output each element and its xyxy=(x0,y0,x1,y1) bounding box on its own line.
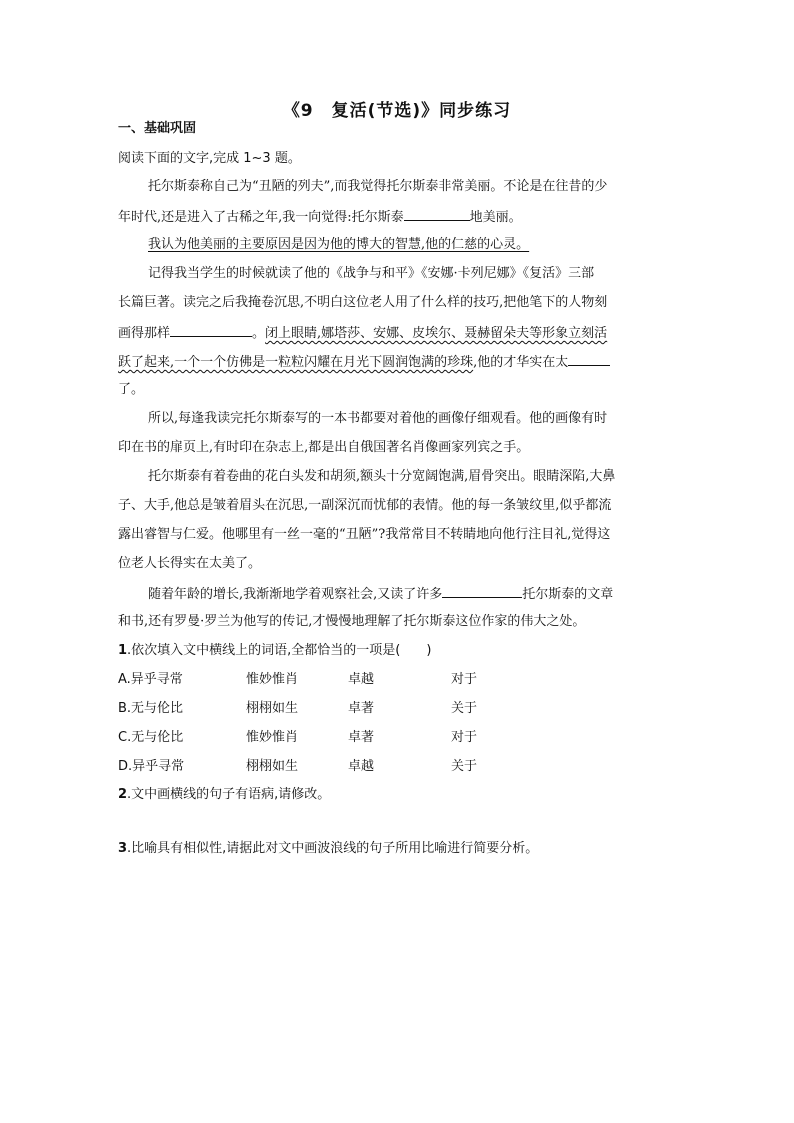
option-word: 卓越 xyxy=(348,672,375,687)
option-word: 卓著 xyxy=(348,701,375,716)
passage-p4-line2: 印在书的扉页上,有时印在杂志上,都是出自俄国著名肖像画家列宾之手。 xyxy=(118,440,530,455)
passage-p5-line2: 子、大手,他总是皱着眉头在沉思,一副深沉而忧郁的表情。他的每一条皱纹里,似乎都流 xyxy=(118,498,612,513)
passage-p3-line1: 记得我当学生的时候就读了他的《战争与和平》《安娜·卡列尼娜》《复活》三部 xyxy=(148,266,595,281)
reading-instruction: 阅读下面的文字,完成 1~3 题。 xyxy=(118,151,301,166)
question-2 xyxy=(118,786,330,804)
passage-p3-line4 xyxy=(118,352,610,372)
passage-p3-line5: 了。 xyxy=(118,382,145,397)
option-word: 对于 xyxy=(451,730,478,745)
section-heading: 一、基础巩固 xyxy=(118,121,197,136)
passage-text: 随着年龄的增长,我渐渐地学着观察社会,又读了许多 xyxy=(148,587,443,602)
option-word: 关于 xyxy=(451,759,478,774)
passage-text: 年时代,还是进入了古稀之年,我一向觉得:托尔斯泰 xyxy=(118,210,404,225)
option-word: 栩栩如生 xyxy=(246,759,299,774)
fill-blank-3[interactable] xyxy=(568,352,610,366)
passage-text: 画得那样 xyxy=(118,326,171,341)
option-word: A.异乎寻常 xyxy=(118,672,183,687)
passage-text: 地美丽。 xyxy=(469,210,522,225)
question-text: .依次填入文中横线上的词语,全都恰当的一项是( ) xyxy=(127,643,432,658)
option-word: 栩栩如生 xyxy=(246,701,299,716)
passage-underlined-sentence: 我认为他美丽的主要原因是因为他的博大的智慧,他的仁慈的心灵。 xyxy=(148,237,530,252)
option-word: 关于 xyxy=(451,701,478,716)
option-word: D.异乎寻常 xyxy=(118,759,185,774)
passage-p5-line1: 托尔斯泰有着卷曲的花白头发和胡须,额头十分宽阔饱满,眉骨突出。眼睛深陷,大鼻 xyxy=(148,469,616,484)
passage-p3-line3 xyxy=(118,323,607,343)
page-title: 《9 复活(节选)》同步练习 xyxy=(282,101,512,121)
fill-blank-4[interactable] xyxy=(442,584,522,598)
passage-p6-line2: 和书,还有罗曼·罗兰为他写的传记,才慢慢地理解了托尔斯泰这位作家的伟大之处。 xyxy=(118,614,586,629)
option-word: B.无与伦比 xyxy=(118,701,184,716)
passage-text: 。 xyxy=(252,326,266,341)
question-text: .比喻具有相似性,请据此对文中画波浪线的句子所用比喻进行简要分析。 xyxy=(127,841,539,856)
option-word: 对于 xyxy=(451,672,478,687)
passage-p3-line2: 长篇巨著。读完之后我掩卷沉思,不明白这位老人用了什么样的技巧,把他笔下的人物刻 xyxy=(118,295,608,310)
passage-p4-line1: 所以,每逢我读完托尔斯泰写的一本书都要对着他的画像仔细观看。他的画像有时 xyxy=(148,411,608,426)
option-word: 卓越 xyxy=(348,759,375,774)
question-1 xyxy=(118,642,431,660)
option-word: 卓著 xyxy=(348,730,375,745)
option-word: C.无与伦比 xyxy=(118,730,184,745)
question-3 xyxy=(118,840,538,858)
passage-wavy-sentence-part2: 跃了起来,一个一个仿佛是一粒粒闪耀在月光下圆润饱满的珍珠 xyxy=(118,355,474,370)
fill-blank-1[interactable] xyxy=(404,207,470,221)
passage-text: ,他的才华实在太 xyxy=(473,355,569,370)
passage-p6-line1 xyxy=(148,584,613,604)
option-word: 惟妙惟肖 xyxy=(246,672,299,687)
question-number: 3 xyxy=(118,841,128,856)
question-text: .文中画横线的句子有语病,请修改。 xyxy=(127,787,331,802)
passage-p5-line3: 露出睿智与仁爱。他哪里有一丝一毫的“丑陋”?我常常目不转睛地向他行注目礼,觉得这 xyxy=(118,527,611,542)
passage-wavy-sentence-part1: 闭上眼睛,娜塔莎、安娜、皮埃尔、聂赫留朵夫等形象立刻活 xyxy=(265,326,608,341)
fill-blank-2[interactable] xyxy=(170,323,252,337)
option-word: 惟妙惟肖 xyxy=(246,730,299,745)
question-number: 2 xyxy=(118,787,128,802)
passage-p1-line1: 托尔斯泰称自己为“丑陋的列夫”,而我觉得托尔斯泰非常美丽。不论是在往昔的少 xyxy=(148,179,608,194)
passage-p5-line4: 位老人长得实在太美了。 xyxy=(118,556,262,571)
passage-text: 托尔斯泰的文章 xyxy=(522,587,614,602)
question-number: 1 xyxy=(118,643,128,658)
passage-p1-line2 xyxy=(118,207,522,227)
